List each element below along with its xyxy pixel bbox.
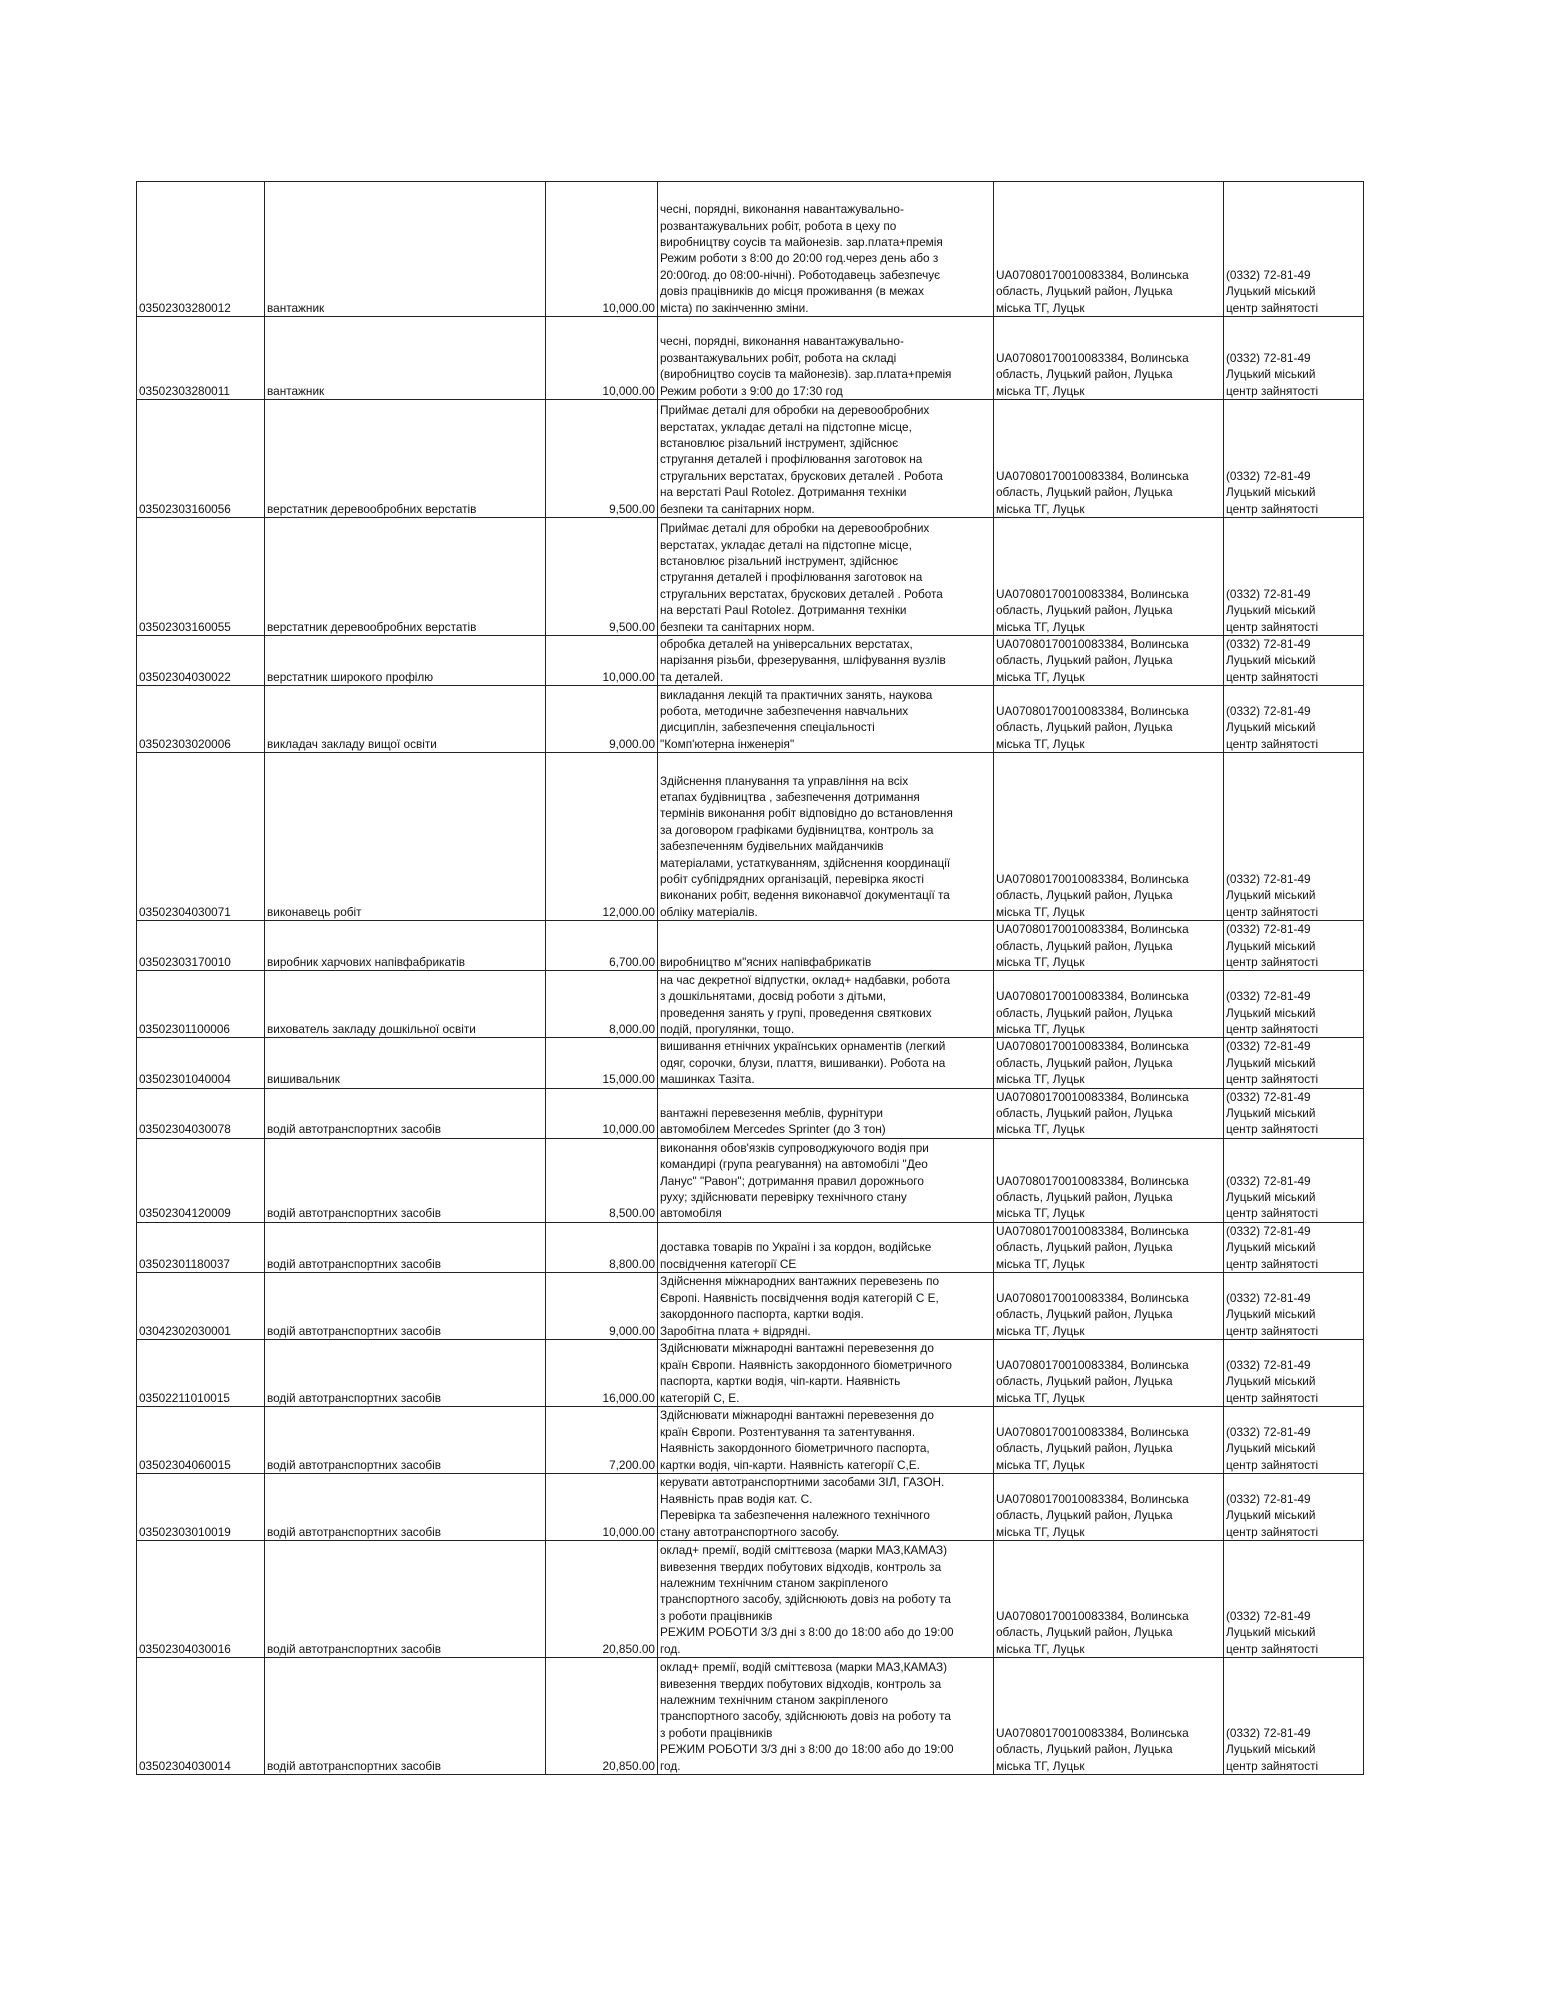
- table-row: [137, 1273, 1364, 1340]
- job-title-cell: водій автотранспортних засобів: [265, 1088, 546, 1138]
- salary-cell: 12,000.00: [546, 753, 658, 921]
- job-title-cell: вантажник: [265, 317, 546, 400]
- vacancy-code-cell: 03502303160056: [137, 400, 265, 518]
- employment-center-contact-cell: (0332) 72-81-49 Луцький міський центр зайнятості: [1224, 1138, 1364, 1222]
- job-description-cell: на час декретної відпустки, оклад+ надбавки, робота з дошкільнятами, досвід роботи з дітьми, проведення занять у групі, проведення святкових подій, прогулянки, тощо.: [658, 971, 994, 1038]
- table-row: [137, 1038, 1364, 1088]
- vacancy-code-cell: 03502301100006: [137, 971, 265, 1038]
- job-title-cell: водій автотранспортних засобів: [265, 1222, 546, 1272]
- salary-cell: 9,500.00: [546, 518, 658, 636]
- job-title-cell: водій автотранспортних засобів: [265, 1273, 546, 1340]
- salary-cell: 8,800.00: [546, 1222, 658, 1272]
- salary-cell: 8,000.00: [546, 971, 658, 1038]
- employment-center-contact-cell: (0332) 72-81-49 Луцький міський центр зайнятості: [1224, 1474, 1364, 1541]
- job-description-cell: Здійснювати міжнародні вантажні перевезення до країн Європи. Розтентування та затентування. Наявність закордонного біометричного паспорта, картки водія, чіп-карти. Наявність категорії С,Е.: [658, 1407, 994, 1474]
- workplace-address-cell: UA07080170010083384, Волинська область, Луцький район, Луцька міська ТГ, Луцьк: [994, 317, 1224, 400]
- vacancy-code-cell: 03042302030001: [137, 1273, 265, 1340]
- workplace-address-cell: UA07080170010083384, Волинська область, Луцький район, Луцька міська ТГ, Луцьк: [994, 1138, 1224, 1222]
- workplace-address-cell: UA07080170010083384, Волинська область, Луцький район, Луцька міська ТГ, Луцьк: [994, 1222, 1224, 1272]
- workplace-address-cell: UA07080170010083384, Волинська область, Луцький район, Луцька міська ТГ, Луцьк: [994, 686, 1224, 753]
- vacancy-code-cell: 03502303160055: [137, 518, 265, 636]
- table-row: [137, 1340, 1364, 1407]
- job-description-cell: оклад+ премії, водій сміттєвоза (марки МАЗ,КАМАЗ) вивезення твердих побутових відходів, контроль за належним технічним станом закріпленого транспортного засобу, здійснюють довіз на роботу та з роботи працівників РЕЖИМ РОБОТИ 3/3 дні з 8:00 до 18:00 або до 19:00 год.: [658, 1541, 994, 1658]
- table-row: [137, 182, 1364, 317]
- workplace-address-cell: UA07080170010083384, Волинська область, Луцький район, Луцька міська ТГ, Луцьк: [994, 971, 1224, 1038]
- salary-cell: 7,200.00: [546, 1407, 658, 1474]
- table-row: [137, 317, 1364, 400]
- vacancy-code-cell: 03502301180037: [137, 1222, 265, 1272]
- workplace-address-cell: UA07080170010083384, Волинська область, Луцький район, Луцька міська ТГ, Луцьк: [994, 1541, 1224, 1658]
- table-row: [137, 1138, 1364, 1222]
- job-description-cell: чесні, порядні, виконання навантажувально- розвантажувальних робіт, робота в цеху по виробництву соусів та майонезів. зар.плата+премія Режим роботи з 8:00 до 20:00 год.через день або з 20:00год. до 08:00-нічні). Роботодавець забезпечує довіз працівників до місця проживання (в межах міста) по закінченню зміни.: [658, 182, 994, 317]
- employment-center-contact-cell: (0332) 72-81-49 Луцький міський центр зайнятості: [1224, 971, 1364, 1038]
- job-description-cell: чесні, порядні, виконання навантажувально- розвантажувальних робіт, робота на складі (виробництво соусів та майонезів). зар.плата+премія Режим роботи з 9:00 до 17:30 год: [658, 317, 994, 400]
- job-description-cell: викладання лекцій та практичних занять, наукова робота, методичне забезпечення навчальних дисциплін, забезпечення спеціальності "Комп'ютерна інженерія": [658, 686, 994, 753]
- salary-cell: 20,850.00: [546, 1541, 658, 1658]
- employment-center-contact-cell: (0332) 72-81-49 Луцький міський центр зайнятості: [1224, 1658, 1364, 1775]
- job-description-cell: виробництво м"ясних напівфабрикатів: [658, 921, 994, 971]
- job-description-cell: Здійснення міжнародних вантажних перевезень по Європі. Наявність посвідчення водія категорій С Е, закордонного паспорта, картки водія. Заробітна плата + відрядні.: [658, 1273, 994, 1340]
- salary-cell: 8,500.00: [546, 1138, 658, 1222]
- workplace-address-cell: UA07080170010083384, Волинська область, Луцький район, Луцька міська ТГ, Луцьк: [994, 1088, 1224, 1138]
- vacancies-table-body: [137, 182, 1364, 1775]
- salary-cell: 9,000.00: [546, 1273, 658, 1340]
- vacancy-code-cell: 03502304060015: [137, 1407, 265, 1474]
- job-description-cell: вишивання етнічних українських орнаментів (легкий одяг, сорочки, блузи, плаття, вишиванки). Робота на машинках Тазіта.: [658, 1038, 994, 1088]
- vacancy-code-cell: 03502303280012: [137, 182, 265, 317]
- table-row: [137, 753, 1364, 921]
- job-description-cell: керувати автотранспортними засобами ЗІЛ, ГАЗОН. Наявність прав водія кат. С. Перевірка та забезпечення належного технічного стану автотранспортного засобу.: [658, 1474, 994, 1541]
- workplace-address-cell: UA07080170010083384, Волинська область, Луцький район, Луцька міська ТГ, Луцьк: [994, 400, 1224, 518]
- employment-center-contact-cell: (0332) 72-81-49 Луцький міський центр зайнятості: [1224, 1088, 1364, 1138]
- job-title-cell: вихователь закладу дошкільної освіти: [265, 971, 546, 1038]
- table-row: [137, 921, 1364, 971]
- vacancy-code-cell: 03502303010019: [137, 1474, 265, 1541]
- workplace-address-cell: UA07080170010083384, Волинська область, Луцький район, Луцька міська ТГ, Луцьк: [994, 1273, 1224, 1340]
- salary-cell: 20,850.00: [546, 1658, 658, 1775]
- job-title-cell: виконавець робіт: [265, 753, 546, 921]
- salary-cell: 6,700.00: [546, 921, 658, 971]
- workplace-address-cell: UA07080170010083384, Волинська область, Луцький район, Луцька міська ТГ, Луцьк: [994, 518, 1224, 636]
- workplace-address-cell: UA07080170010083384, Волинська область, Луцький район, Луцька міська ТГ, Луцьк: [994, 1658, 1224, 1775]
- employment-center-contact-cell: (0332) 72-81-49 Луцький міський центр зайнятості: [1224, 1541, 1364, 1658]
- vacancy-code-cell: 03502304030016: [137, 1541, 265, 1658]
- job-title-cell: вантажник: [265, 182, 546, 317]
- employment-center-contact-cell: (0332) 72-81-49 Луцький міський центр зайнятості: [1224, 1407, 1364, 1474]
- vacancy-code-cell: 03502304030014: [137, 1658, 265, 1775]
- workplace-address-cell: UA07080170010083384, Волинська область, Луцький район, Луцька міська ТГ, Луцьк: [994, 1340, 1224, 1407]
- workplace-address-cell: UA07080170010083384, Волинська область, Луцький район, Луцька міська ТГ, Луцьк: [994, 182, 1224, 317]
- table-row: [137, 971, 1364, 1038]
- vacancy-code-cell: 03502304030022: [137, 636, 265, 686]
- job-title-cell: водій автотранспортних засобів: [265, 1340, 546, 1407]
- vacancy-code-cell: 03502211010015: [137, 1340, 265, 1407]
- job-description-cell: Приймає деталі для обробки на деревообробних верстатах, укладає деталі на підстопне місце, встановлює різальний інструмент, здійснює стругання деталей і профілювання заготовок на стругальних верстатах, брускових деталей . Робота на верстаті Paul Rotolez. Дотримання техніки безпеки та санітарних норм.: [658, 400, 994, 518]
- workplace-address-cell: UA07080170010083384, Волинська область, Луцький район, Луцька міська ТГ, Луцьк: [994, 921, 1224, 971]
- table-row: [137, 1088, 1364, 1138]
- job-description-cell: виконання обов'язків супроводжуючого водія при командирі (група реагування) на автомобілі "Део Ланус" "Равон"; дотримання правил дорожнього руху; здійснювати перевірку технічного стану автомобіля: [658, 1138, 994, 1222]
- job-title-cell: вишивальник: [265, 1038, 546, 1088]
- employment-center-contact-cell: (0332) 72-81-49 Луцький міський центр зайнятості: [1224, 1273, 1364, 1340]
- job-description-cell: обробка деталей на універсальних верстатах, нарізання різьби, фрезерування, шліфування вузлів та деталей.: [658, 636, 994, 686]
- job-description-cell: Приймає деталі для обробки на деревообробних верстатах, укладає деталі на підстопне місце, встановлює різальний інструмент, здійснює стругання деталей і профілювання заготовок на стругальних верстатах, брускових деталей . Робота на верстаті Paul Rotolez. Дотримання техніки безпеки та санітарних норм.: [658, 518, 994, 636]
- job-title-cell: верстатник деревообробних верстатів: [265, 518, 546, 636]
- table-row: [137, 518, 1364, 636]
- employment-center-contact-cell: (0332) 72-81-49 Луцький міський центр зайнятості: [1224, 686, 1364, 753]
- employment-center-contact-cell: (0332) 72-81-49 Луцький міський центр зайнятості: [1224, 1222, 1364, 1272]
- salary-cell: 9,000.00: [546, 686, 658, 753]
- salary-cell: 10,000.00: [546, 636, 658, 686]
- employment-center-contact-cell: (0332) 72-81-49 Луцький міський центр зайнятості: [1224, 182, 1364, 317]
- table-row: [137, 1541, 1364, 1658]
- employment-center-contact-cell: (0332) 72-81-49 Луцький міський центр зайнятості: [1224, 636, 1364, 686]
- table-row: [137, 686, 1364, 753]
- table-row: [137, 636, 1364, 686]
- table-row: [137, 1658, 1364, 1775]
- vacancy-code-cell: 03502304120009: [137, 1138, 265, 1222]
- workplace-address-cell: UA07080170010083384, Волинська область, Луцький район, Луцька міська ТГ, Луцьк: [994, 1038, 1224, 1088]
- salary-cell: 10,000.00: [546, 1474, 658, 1541]
- salary-cell: 10,000.00: [546, 182, 658, 317]
- workplace-address-cell: UA07080170010083384, Волинська область, Луцький район, Луцька міська ТГ, Луцьк: [994, 1474, 1224, 1541]
- job-description-cell: Здійснення планування та управління на всіх етапах будівництва , забезпечення дотримання термінів виконання робіт відповідно до встановлення за договором графіками будівництва, контроль за забезпеченням будівельних майданчиків матеріалами, устаткуванням, здійснення координації робіт субпідрядних організацій, перевірка якості виконаних робіт, ведення виконавчої документації та обліку матеріалів.: [658, 753, 994, 921]
- job-title-cell: верстатник широкого профілю: [265, 636, 546, 686]
- job-title-cell: водій автотранспортних засобів: [265, 1474, 546, 1541]
- job-title-cell: викладач закладу вищої освіти: [265, 686, 546, 753]
- job-title-cell: виробник харчових напівфабрикатів: [265, 921, 546, 971]
- vacancy-code-cell: 03502303020006: [137, 686, 265, 753]
- table-row: [137, 1222, 1364, 1272]
- vacancy-code-cell: 03502304030071: [137, 753, 265, 921]
- job-description-cell: доставка товарів по Україні і за кордон, водійське посвідчення категорії CE: [658, 1222, 994, 1272]
- job-title-cell: водій автотранспортних засобів: [265, 1407, 546, 1474]
- vacancy-code-cell: 03502301040004: [137, 1038, 265, 1088]
- employment-center-contact-cell: (0332) 72-81-49 Луцький міський центр зайнятості: [1224, 1038, 1364, 1088]
- vacancy-code-cell: 03502303280011: [137, 317, 265, 400]
- vacancies-table: [136, 181, 1364, 1775]
- table-row: [137, 400, 1364, 518]
- employment-center-contact-cell: (0332) 72-81-49 Луцький міський центр зайнятості: [1224, 753, 1364, 921]
- employment-center-contact-cell: (0332) 72-81-49 Луцький міський центр зайнятості: [1224, 1340, 1364, 1407]
- employment-center-contact-cell: (0332) 72-81-49 Луцький міський центр зайнятості: [1224, 317, 1364, 400]
- workplace-address-cell: UA07080170010083384, Волинська область, Луцький район, Луцька міська ТГ, Луцьк: [994, 636, 1224, 686]
- employment-center-contact-cell: (0332) 72-81-49 Луцький міський центр зайнятості: [1224, 518, 1364, 636]
- job-title-cell: водій автотранспортних засобів: [265, 1138, 546, 1222]
- salary-cell: 10,000.00: [546, 1088, 658, 1138]
- salary-cell: 16,000.00: [546, 1340, 658, 1407]
- vacancy-code-cell: 03502303170010: [137, 921, 265, 971]
- job-title-cell: водій автотранспортних засобів: [265, 1658, 546, 1775]
- job-title-cell: водій автотранспортних засобів: [265, 1541, 546, 1658]
- job-description-cell: оклад+ премії, водій сміттєвоза (марки МАЗ,КАМАЗ) вивезення твердих побутових відходів, контроль за належним технічним станом закріпленого транспортного засобу, здійснюють довіз на роботу та з роботи працівників РЕЖИМ РОБОТИ 3/3 дні з 8:00 до 18:00 або до 19:00 год.: [658, 1658, 994, 1775]
- job-title-cell: верстатник деревообробних верстатів: [265, 400, 546, 518]
- job-description-cell: Здійснювати міжнародні вантажні перевезення до країн Європи. Наявність закордонного біометричного паспорта, картки водія, чіп-карти. Наявність категорій С, Е.: [658, 1340, 994, 1407]
- table-row: [137, 1407, 1364, 1474]
- salary-cell: 10,000.00: [546, 317, 658, 400]
- workplace-address-cell: UA07080170010083384, Волинська область, Луцький район, Луцька міська ТГ, Луцьк: [994, 1407, 1224, 1474]
- vacancy-code-cell: 03502304030078: [137, 1088, 265, 1138]
- employment-center-contact-cell: (0332) 72-81-49 Луцький міський центр зайнятості: [1224, 921, 1364, 971]
- workplace-address-cell: UA07080170010083384, Волинська область, Луцький район, Луцька міська ТГ, Луцьк: [994, 753, 1224, 921]
- job-description-cell: вантажні перевезення меблів, фурнітури автомобілем Mercedes Sprinter (до 3 тон): [658, 1088, 994, 1138]
- employment-center-contact-cell: (0332) 72-81-49 Луцький міський центр зайнятості: [1224, 400, 1364, 518]
- salary-cell: 9,500.00: [546, 400, 658, 518]
- table-row: [137, 1474, 1364, 1541]
- salary-cell: 15,000.00: [546, 1038, 658, 1088]
